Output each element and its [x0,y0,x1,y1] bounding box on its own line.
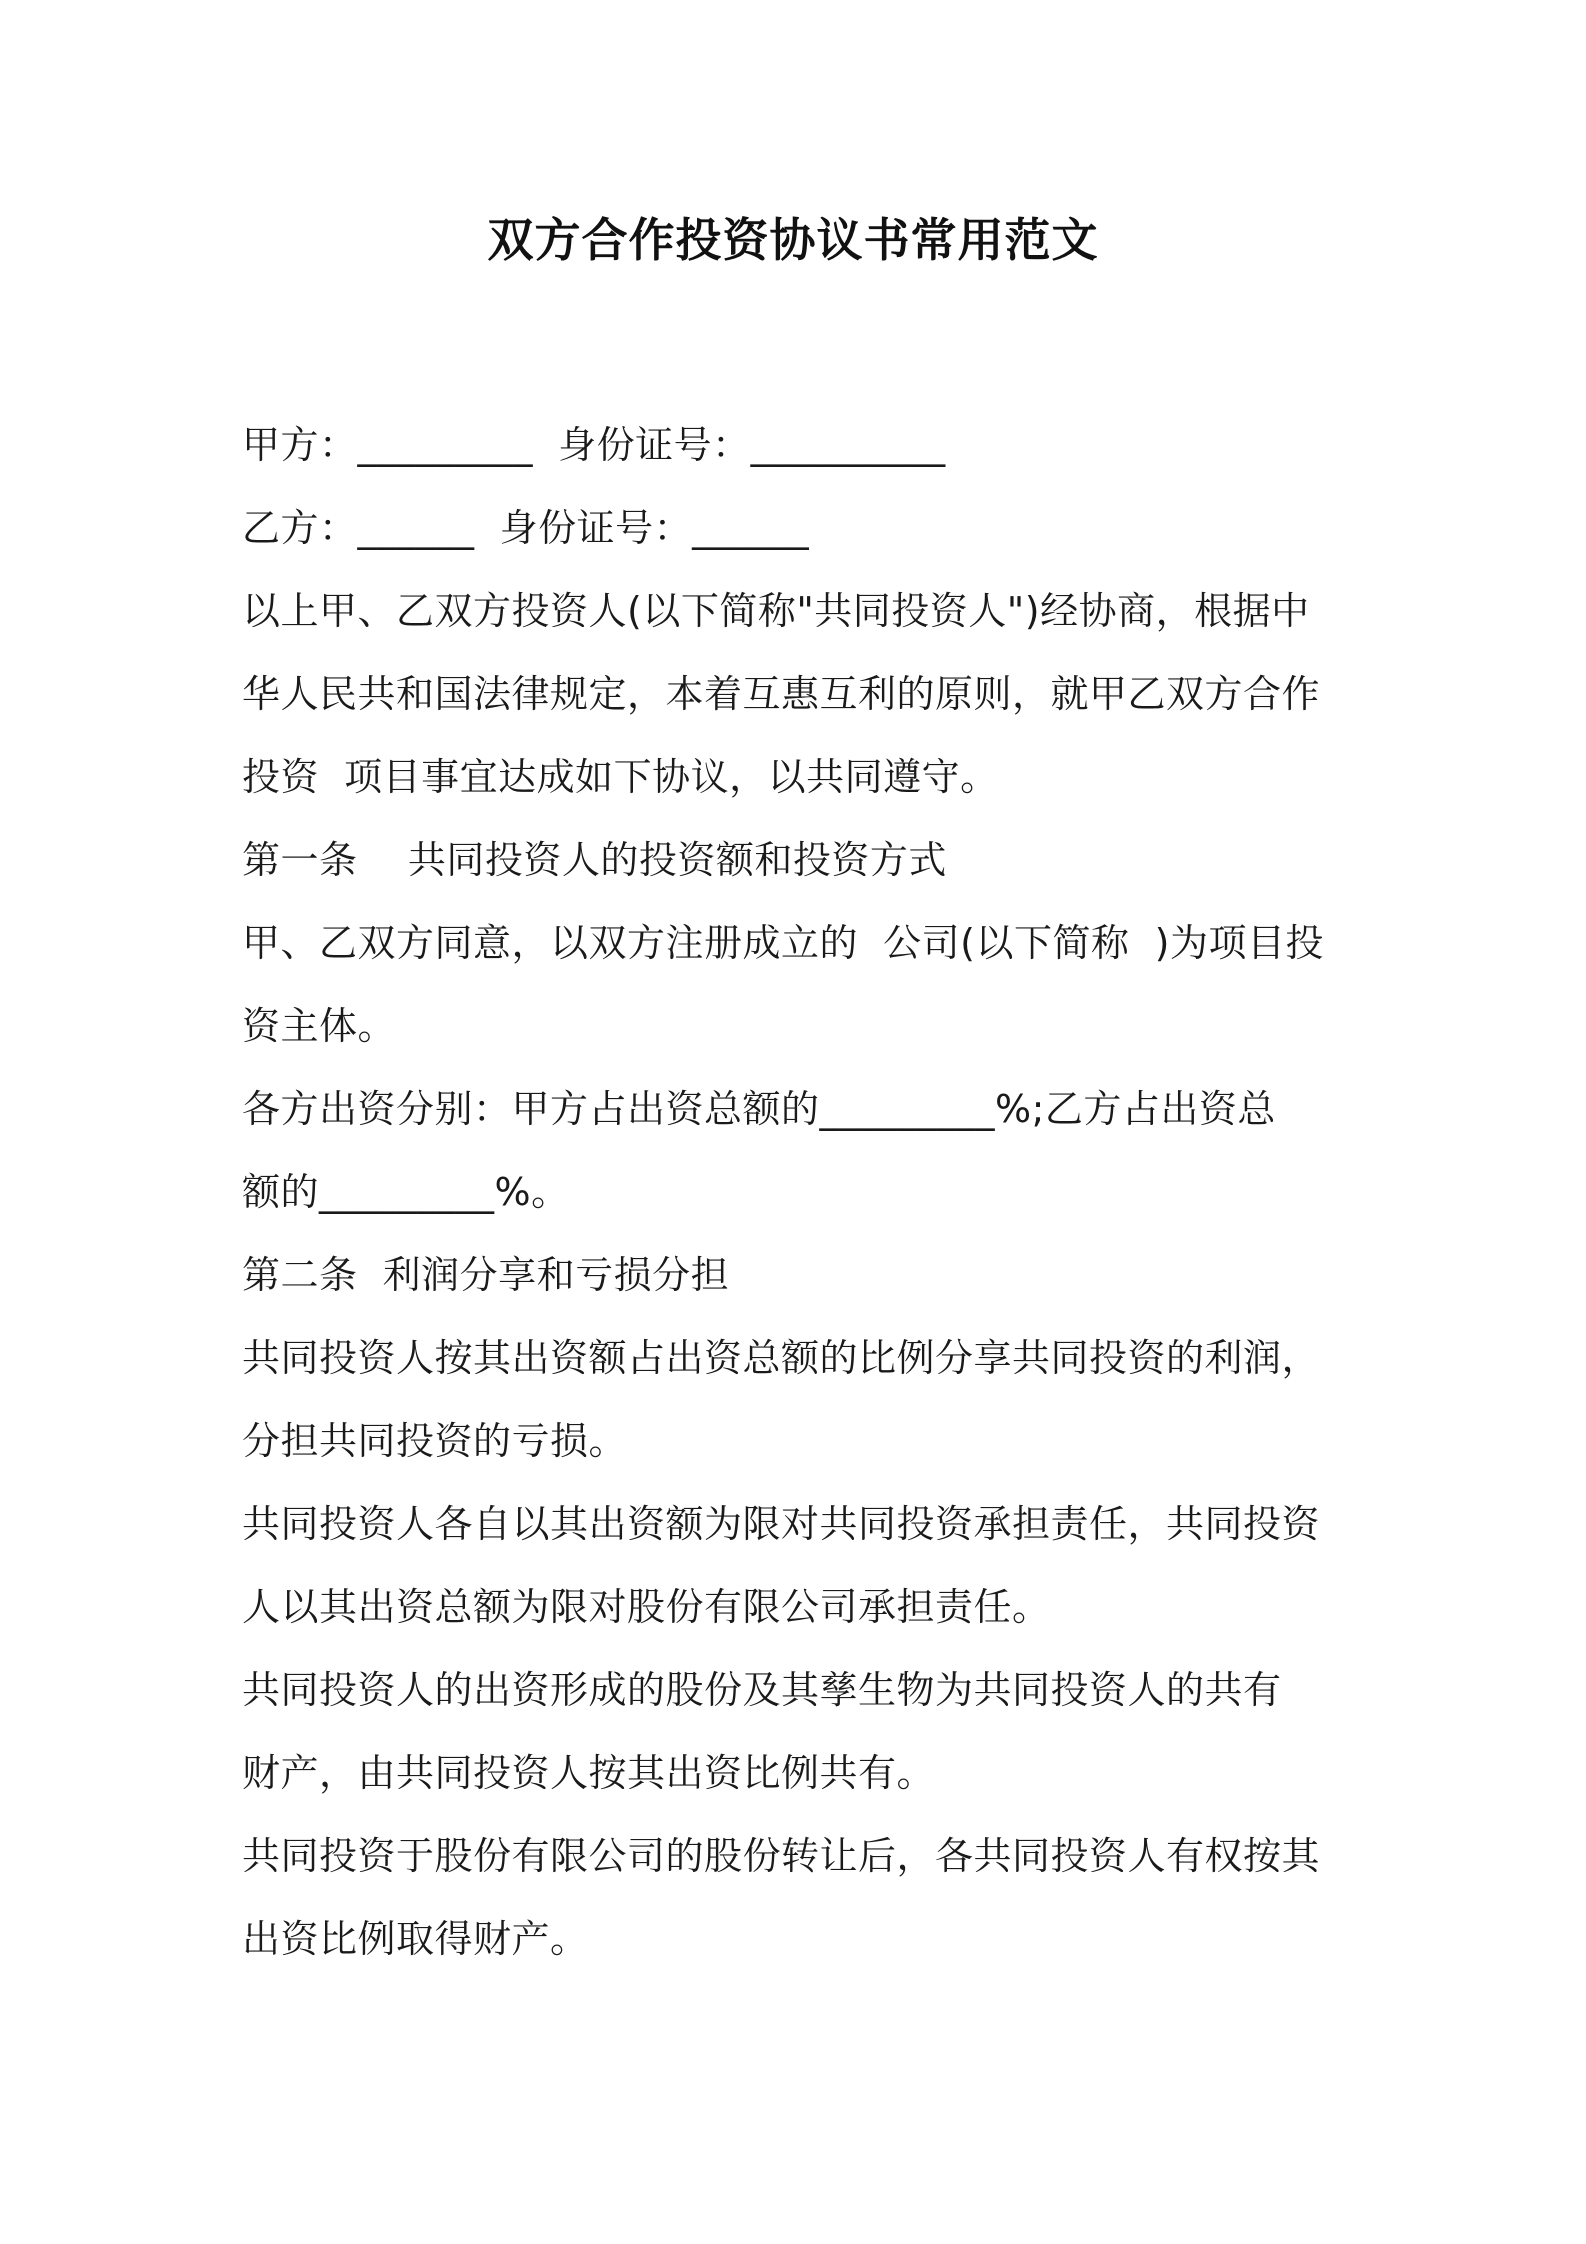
party-a-line: 甲方：_________ 身份证号：__________ [242,423,946,467]
article-2-para-3-line-1: 共同投资人的出资形成的股份及其孳生物为共同投资人的共有 [242,1668,1282,1712]
preamble-line-2: 华人民共和国法律规定，本着互惠互利的原则，就甲乙双方合作 [242,672,1321,716]
party-b-line: 乙方：______ 身份证号：______ [242,506,810,550]
preamble-line-1: 以上甲、乙双方投资人(以下简称"共同投资人")经协商，根据中 [242,589,1310,633]
article-1-para-2-line-2: 额的_________%。 [242,1170,570,1214]
article-2-para-4-line-1: 共同投资于股份有限公司的股份转让后，各共同投资人有权按其 [242,1834,1321,1878]
article-1-para-1-line-1: 甲、乙双方同意，以双方注册成立的 公司(以下简称 )为项目投 [242,921,1324,965]
article-2-heading: 第二条 利润分享和亏损分担 [242,1253,730,1297]
article-2-para-1-line-1: 共同投资人按其出资额占出资总额的比例分享共同投资的利润， [242,1336,1321,1380]
article-2-para-2-line-1: 共同投资人各自以其出资额为限对共同投资承担责任，共同投资 [242,1502,1321,1546]
document-title: 双方合作投资协议书常用范文 [487,213,1099,267]
article-1-para-2-line-1: 各方出资分别：甲方占出资总额的_________%;乙方占出资总 [242,1087,1276,1131]
article-1-heading: 第一条 共同投资人的投资额和投资方式 [242,838,947,882]
document-body [242,404,1362,1981]
preamble-line-3: 投资 项目事宜达成如下协议，以共同遵守。 [242,755,999,799]
article-2-para-4-line-2: 出资比例取得财产。 [242,1917,589,1961]
article-2-para-1-line-2: 分担共同投资的亏损。 [242,1419,628,1463]
article-1-para-1-line-2: 资主体。 [242,1004,397,1048]
article-2-para-2-line-2: 人以其出资总额为限对股份有限公司承担责任。 [242,1585,1051,1629]
article-2-para-3-line-2: 财产，由共同投资人按其出资比例共有。 [242,1751,936,1795]
